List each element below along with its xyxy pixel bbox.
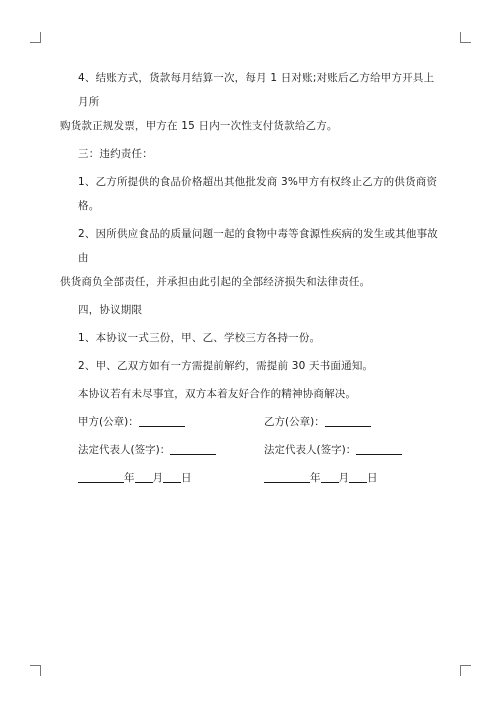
seal-row [78, 410, 438, 436]
party-b-seal-label: 乙方(公章)： [264, 416, 325, 428]
party-a-seal-blank [139, 414, 185, 427]
page-corner-mark-top-left [30, 32, 41, 43]
party-a-seal-label: 甲方(公章)： [78, 416, 139, 428]
party-a-day-blank [163, 470, 181, 483]
closing-statement: 本协议若有未尽事宜，双方本着友好合作的精神协商解决。 [78, 388, 357, 400]
breach-clause-1: 1、乙方所提供的食品价格超出其他批发商 3%甲方有权终止乙方的供货商资格。 [78, 176, 438, 212]
term-clause-2: 2、甲、乙双方如有一方需提前解约，需提前 30 天书面通知。 [78, 360, 374, 372]
party-a-month-blank [135, 470, 153, 483]
section-breach-title: 三：违约责任： [78, 148, 153, 160]
settlement-clause-line-1: 4、结账方式，货款每月结算一次，每月 1 日对账;对账后乙方给甲方开具上月所 [78, 72, 435, 108]
party-b-representative [264, 438, 402, 462]
party-b-rep-label: 法定代表人(签字)： [264, 444, 357, 456]
breach-clause-2-line-1: 2、因所供应食品的质量问题一起的食物中毒等食源性疾病的发生或其他事故由 [78, 228, 438, 264]
party-b-seal [264, 410, 371, 434]
page-corner-mark-top-right [460, 32, 471, 43]
party-a-year-label: 年 [124, 472, 135, 484]
page-corner-mark-bottom-left [30, 665, 41, 676]
section-term-title: 四，协议期限 [78, 304, 143, 316]
page-corner-mark-bottom-right [460, 665, 471, 676]
party-a-representative [78, 438, 216, 462]
party-b-month-label: 月 [338, 472, 349, 484]
party-b-year-blank [264, 470, 310, 483]
party-b-seal-blank [325, 414, 371, 427]
party-a-seal [78, 410, 185, 434]
party-b-date [264, 466, 378, 490]
party-b-rep-blank [356, 442, 402, 455]
settlement-clause [60, 66, 438, 138]
party-a-rep-blank [170, 442, 216, 455]
breach-clause-2-line-2: 供货商负全部责任，并承担由此引起的全部经济损失和法律责任。 [60, 276, 371, 288]
party-b-day-blank [349, 470, 367, 483]
representative-row [78, 438, 438, 464]
breach-clause-2 [60, 222, 438, 294]
party-a-day-label: 日 [181, 472, 192, 484]
party-a-rep-label: 法定代表人(签字)： [78, 444, 171, 456]
party-a-month-label: 月 [152, 472, 163, 484]
party-b-month-blank [321, 470, 339, 483]
party-b-day-label: 日 [367, 472, 378, 484]
party-a-date [78, 466, 192, 490]
document-body [60, 66, 438, 492]
term-clause-1: 1、本协议一式三份，甲、乙、学校三方各持一份。 [78, 332, 321, 344]
party-b-year-label: 年 [310, 472, 321, 484]
settlement-clause-line-2: 购货款正规发票，甲方在 15 日内一次性支付货款给乙方。 [60, 120, 338, 132]
date-row [78, 466, 438, 492]
party-a-year-blank [78, 470, 124, 483]
